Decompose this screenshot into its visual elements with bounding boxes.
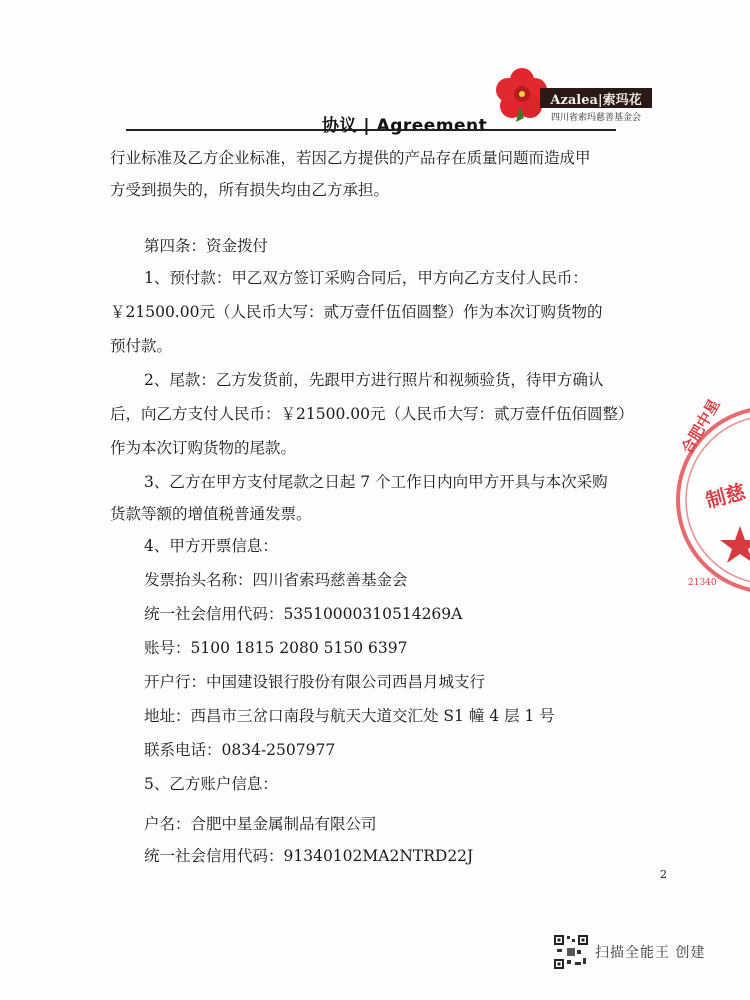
seal-number: 21340 xyxy=(688,578,717,588)
seal-text: 制慈 xyxy=(703,479,748,513)
qr-code-icon xyxy=(553,934,589,970)
body-line: 3、乙方在甲方支付尾款之日起 7 个工作日内向甲方开具与本次采购 xyxy=(144,473,608,491)
body-line: 货款等额的增值税普通发票。 xyxy=(110,505,312,523)
logo-text: Azalea|索玛花 xyxy=(540,88,652,108)
body-line: 作为本次订购货物的尾款。 xyxy=(110,439,297,457)
bank-name: 开户行：中国建设银行股份有限公司西昌月城支行 xyxy=(144,673,486,691)
logo-subtitle: 四川省索玛慈善基金会 xyxy=(550,113,641,123)
body-line: ￥21500.00元（人民币大写：贰万壹仟伍佰圆整）作为本次订购货物的 xyxy=(110,303,603,321)
invoice-title: 发票抬头名称：四川省索玛慈善基金会 xyxy=(144,571,408,589)
company-seal xyxy=(670,380,750,610)
seal-text: 合肥中星 xyxy=(677,396,724,457)
credit-code: 统一社会信用代码：53510000310514269A xyxy=(144,605,463,623)
watermark-text: 扫描全能王 创建 xyxy=(595,945,706,961)
credit-code: 统一社会信用代码：91340102MA2NTRD22J xyxy=(144,847,474,865)
body-line: 1、预付款：甲乙双方签订采购合同后，甲方向乙方支付人民币： xyxy=(144,269,588,287)
body-line: 2、尾款：乙方发货前，先跟甲方进行照片和视频验货，待甲方确认 xyxy=(144,371,604,389)
body-line: 行业标准及乙方企业标准，若因乙方提供的产品存在质量问题而造成甲 xyxy=(110,149,591,167)
scanner-watermark xyxy=(553,934,705,970)
address: 地址：西昌市三岔口南段与航天大道交汇处 S1 幢 4 层 1 号 xyxy=(144,707,555,725)
foundation-logo xyxy=(494,66,654,124)
account-name: 户名：合肥中星金属制品有限公司 xyxy=(144,815,377,833)
page-number: 2 xyxy=(660,868,667,881)
body-line: 预付款。 xyxy=(110,337,173,355)
section-heading: 5、乙方账户信息： xyxy=(144,775,278,793)
section-heading: 4、甲方开票信息： xyxy=(144,537,278,555)
account-number: 账号：5100 1815 2080 5150 6397 xyxy=(144,639,408,657)
page-title: 协议 | Agreement xyxy=(322,116,488,136)
phone: 联系电话：0834-2507977 xyxy=(144,741,336,759)
body-line: 后，向乙方支付人民币：￥21500.00元（人民币大写：贰万壹仟伍佰圆整） xyxy=(110,405,634,423)
body-line: 方受到损失的，所有损失均由乙方承担。 xyxy=(110,181,390,199)
article-heading: 第四条：资金拨付 xyxy=(144,237,269,255)
header-divider xyxy=(126,129,616,131)
